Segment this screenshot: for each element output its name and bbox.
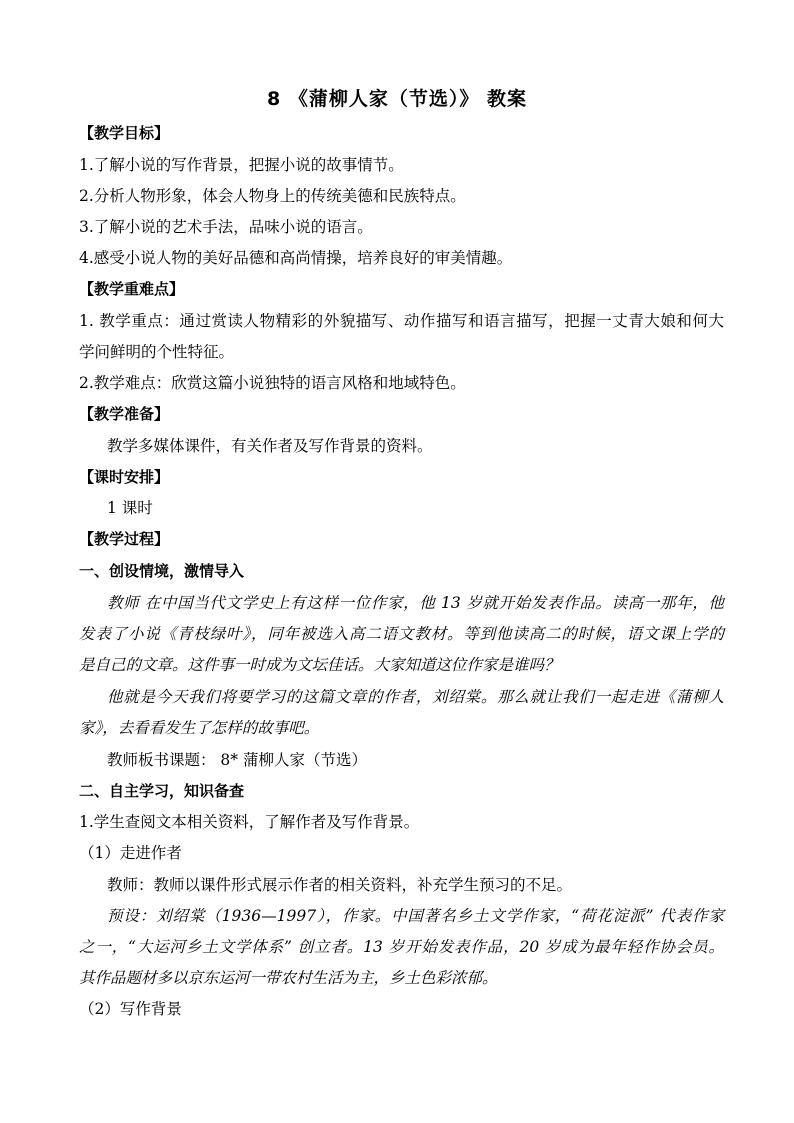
author-preset-line-1: 预设：刘绍棠（1936—1997），作家。中国著名乡土文学作家，“荷花淀派” 代表作家: [107, 907, 724, 925]
key-point-2: 2.教学难点：欣赏这篇小说独特的语言风格和地域特色。: [79, 374, 466, 392]
subsection-author: （1）走进作者: [79, 844, 182, 862]
objective-item-3: 3.了解小说的艺术手法，品味小说的语言。: [79, 218, 373, 236]
objective-item-2: 2.分析人物形象，体会人物身上的传统美德和民族特点。: [79, 187, 466, 205]
page-title: 8 《蒲柳人家（节选）》 教案: [267, 88, 527, 110]
section-heading-preparation: 【教学准备】: [79, 405, 170, 423]
preparation-text: 教学多媒体课件，有关作者及写作背景的资料。: [107, 437, 433, 455]
objective-item-1: 1.了解小说的写作背景，把握小说的故事情节。: [79, 156, 404, 174]
author-preset-line-2: 之一，“大运河乡土文学体系” 创立者。13 岁开始发表作品，20 岁成为最年轻作协会员。: [79, 938, 724, 956]
intro-paragraph2-line-2: 家》，去看看发生了怎样的故事吧。: [79, 719, 320, 737]
board-title-text: 教师板书课题： 8* 蒲柳人家（节选）: [107, 751, 367, 769]
subsection-background: （2）写作背景: [79, 1000, 182, 1018]
objective-item-4: 4.感受小说人物的美好品德和高尚情操，培养良好的审美情趣。: [79, 249, 513, 267]
section-heading-process: 【教学过程】: [79, 530, 170, 548]
author-teacher-text: 教师：教师以课件形式展示作者的相关资料，补充学生预习的不足。: [107, 876, 573, 894]
section-heading-objectives: 【教学目标】: [79, 124, 170, 142]
intro-paragraph-line-2: 发表了小说《青枝绿叶》，同年被选入高二语文教材。等到他读高二的时候，语文课上学的: [79, 625, 724, 643]
key-point-1-line-2: 学问鲜明的个性特征。: [79, 343, 235, 361]
section-heading-key-points: 【教学重难点】: [79, 280, 185, 298]
intro-paragraph2-line-1: 他就是今天我们将要学习的这篇文章的作者，刘绍棠。那么就让我们一起走进《蒲柳人: [107, 688, 724, 706]
step-2-item-1: 1.学生查阅文本相关资料，了解作者及写作背景。: [79, 813, 420, 831]
intro-paragraph-line-1: 教师 在中国当代文学史上有这样一位作家，他 13 岁就开始发表作品。读高一那年，他: [107, 594, 724, 612]
schedule-text: 1 课时: [107, 499, 153, 517]
step-1-heading: 一、创设情境，激情导入: [79, 562, 245, 580]
intro-paragraph-line-3: 是自己的文章。这件事一时成为文坛佳话。大家知道这位作家是谁吗？: [79, 656, 560, 674]
author-preset-line-3: 其作品题材多以京东运河一带农村生活为主，乡土色彩浓郁。: [79, 969, 498, 987]
section-heading-schedule: 【课时安排】: [79, 468, 170, 486]
key-point-1-line-1: 1. 教学重点：通过赏读人物精彩的外貌描写、动作描写和语言描写，把握一丈青大娘和何大: [79, 312, 724, 330]
step-2-heading: 二、自主学习，知识备查: [79, 782, 245, 800]
